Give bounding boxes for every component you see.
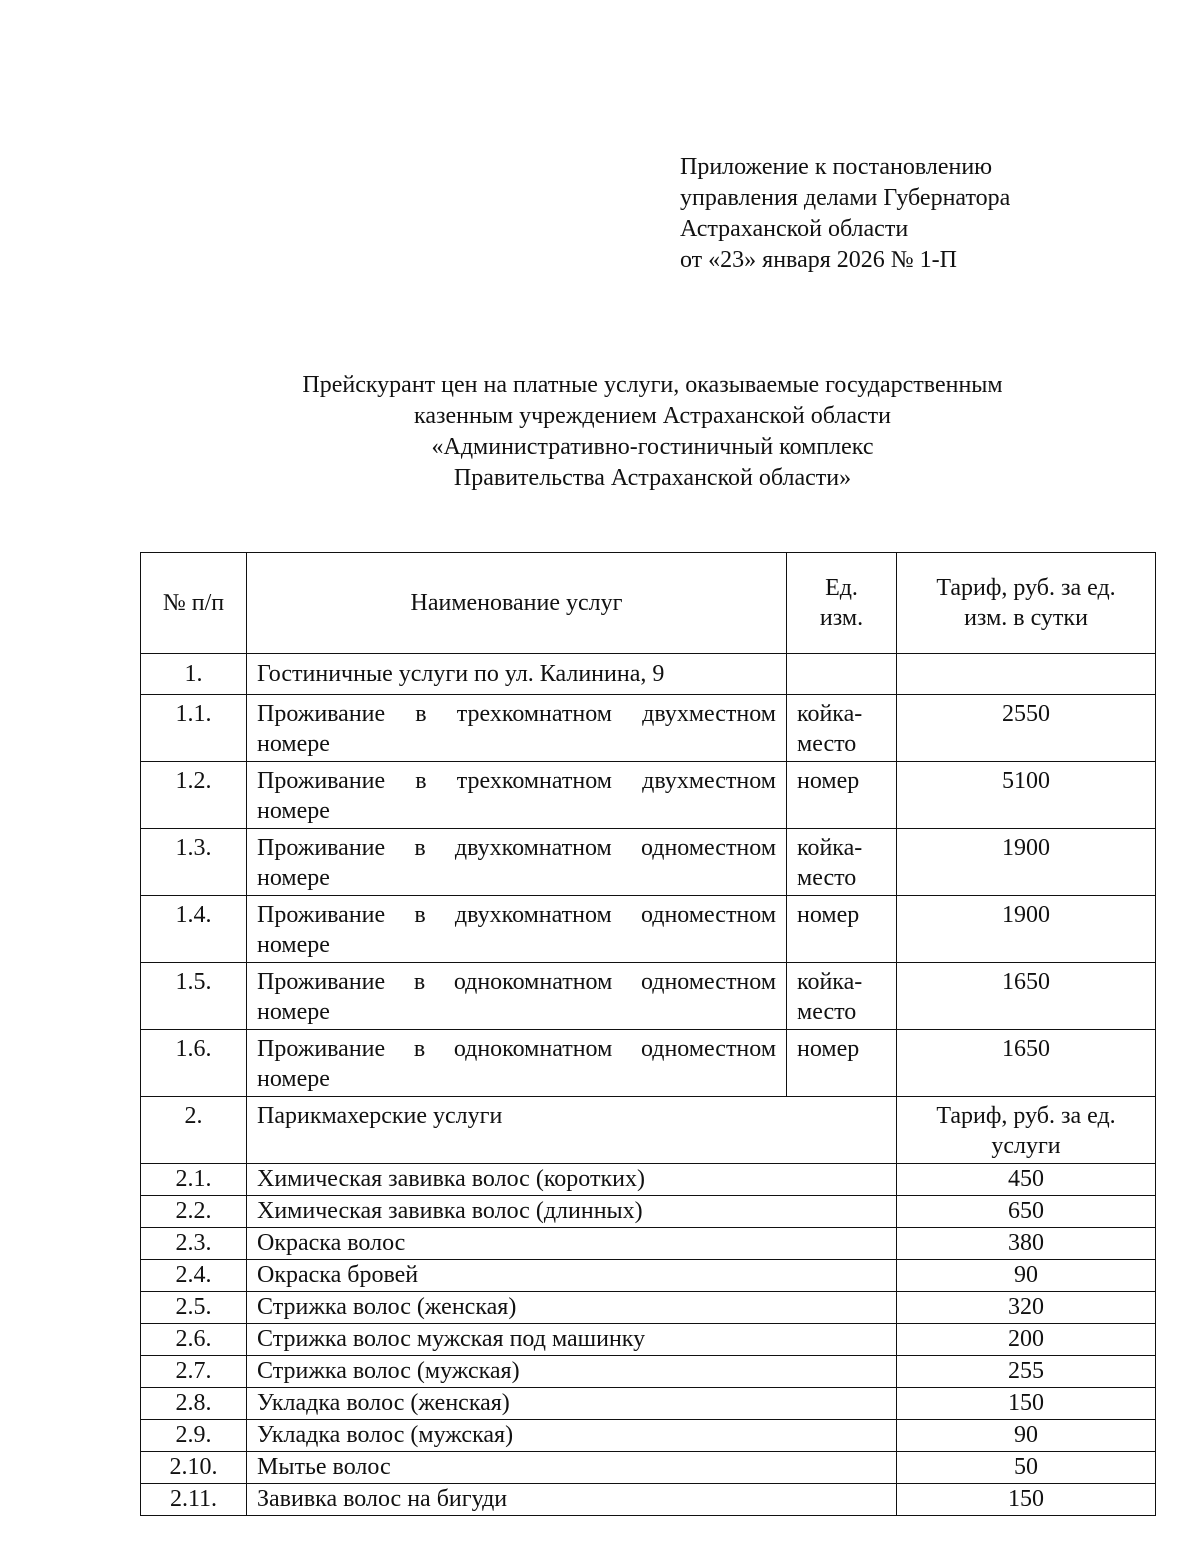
row-name: Проживание в трехкомнатном двухместном номере <box>247 762 787 829</box>
row-num: 1.2. <box>141 762 247 829</box>
row-unit-line: койка- <box>797 701 863 727</box>
section-num: 1. <box>141 654 247 695</box>
table-row <box>141 1452 1156 1484</box>
section-tariff <box>897 1097 1156 1164</box>
row-num: 2.8. <box>141 1388 247 1420</box>
section-row <box>141 654 1156 695</box>
row-num: 2.9. <box>141 1420 247 1452</box>
section-num: 2. <box>141 1097 247 1164</box>
row-price: 1650 <box>897 963 1156 1030</box>
row-name: Проживание в двухкомнатном одноместном номере <box>247 829 787 896</box>
row-price: 90 <box>897 1420 1156 1452</box>
appendix-line: от «23» января 2026 № 1-П <box>680 247 957 273</box>
row-price: 90 <box>897 1260 1156 1292</box>
row-num: 2.7. <box>141 1356 247 1388</box>
row-name: Проживание в трехкомнатном двухместном номере <box>247 695 787 762</box>
row-price: 320 <box>897 1292 1156 1324</box>
section-row <box>141 1097 1156 1164</box>
appendix-line: Приложение к постановлению <box>680 154 993 180</box>
row-unit-line: место <box>797 731 857 757</box>
row-unit-line: номер <box>797 902 860 928</box>
row-name: Химическая завивка волос (коротких) <box>247 1164 897 1196</box>
section-tariff-line: Тариф, руб. за ед. <box>936 1103 1116 1129</box>
section-name: Гостиничные услуги по ул. Калинина, 9 <box>247 654 787 695</box>
row-price: 1650 <box>897 1030 1156 1097</box>
row-name: Химическая завивка волос (длинных) <box>247 1196 897 1228</box>
row-unit-line: место <box>797 999 857 1025</box>
row-num: 2.11. <box>141 1484 247 1516</box>
header-unit-line: Ед. <box>825 575 858 601</box>
row-unit-line: номер <box>797 1036 860 1062</box>
row-price: 1900 <box>897 896 1156 963</box>
row-name: Стрижка волос мужская под машинку <box>247 1324 897 1356</box>
section-tariff-line: услуги <box>991 1133 1061 1159</box>
row-price: 1900 <box>897 829 1156 896</box>
table-row <box>141 963 1156 1030</box>
row-unit <box>787 829 897 896</box>
table-header-row <box>141 553 1156 654</box>
row-price: 150 <box>897 1484 1156 1516</box>
table-row <box>141 1228 1156 1260</box>
row-unit <box>787 762 897 829</box>
appendix-block <box>680 152 1010 276</box>
row-name: Стрижка волос (женская) <box>247 1292 897 1324</box>
table-row <box>141 1420 1156 1452</box>
table-row <box>141 1484 1156 1516</box>
header-name: Наименование услуг <box>247 553 787 654</box>
header-num: № п/п <box>141 553 247 654</box>
row-price: 50 <box>897 1452 1156 1484</box>
empty-cell <box>787 654 897 695</box>
row-num: 2.6. <box>141 1324 247 1356</box>
row-price: 450 <box>897 1164 1156 1196</box>
row-num: 1.1. <box>141 695 247 762</box>
table-row <box>141 762 1156 829</box>
row-name: Проживание в двухкомнатном одноместном номере <box>247 896 787 963</box>
row-unit <box>787 963 897 1030</box>
row-price: 650 <box>897 1196 1156 1228</box>
title-line: казенным учреждением Астраханской области <box>414 403 891 429</box>
row-name: Окраска бровей <box>247 1260 897 1292</box>
title-line: Правительства Астраханской области» <box>453 465 852 491</box>
document-title <box>200 370 1105 494</box>
table-row <box>141 896 1156 963</box>
table-row <box>141 1030 1156 1097</box>
header-tariff-line: изм. в сутки <box>964 605 1088 631</box>
row-num: 1.6. <box>141 1030 247 1097</box>
row-price: 255 <box>897 1356 1156 1388</box>
row-num: 2.2. <box>141 1196 247 1228</box>
row-unit-line: койка- <box>797 969 863 995</box>
row-num: 1.3. <box>141 829 247 896</box>
row-num: 2.10. <box>141 1452 247 1484</box>
row-name: Проживание в однокомнатном одноместном номере <box>247 1030 787 1097</box>
row-num: 2.4. <box>141 1260 247 1292</box>
row-unit <box>787 1030 897 1097</box>
row-price: 5100 <box>897 762 1156 829</box>
row-unit-line: место <box>797 865 857 891</box>
table-row <box>141 1164 1156 1196</box>
row-price: 2550 <box>897 695 1156 762</box>
row-num: 1.5. <box>141 963 247 1030</box>
appendix-line: Астраханской области <box>680 216 909 242</box>
row-name: Укладка волос (женская) <box>247 1388 897 1420</box>
row-unit <box>787 695 897 762</box>
row-num: 1.4. <box>141 896 247 963</box>
price-table <box>140 552 1156 1516</box>
table-row <box>141 829 1156 896</box>
row-name: Стрижка волос (мужская) <box>247 1356 897 1388</box>
row-name: Укладка волос (мужская) <box>247 1420 897 1452</box>
table-row <box>141 1388 1156 1420</box>
row-price: 380 <box>897 1228 1156 1260</box>
header-tariff-line: Тариф, руб. за ед. <box>936 575 1116 601</box>
row-unit-line: койка- <box>797 835 863 861</box>
row-name: Мытье волос <box>247 1452 897 1484</box>
row-price: 150 <box>897 1388 1156 1420</box>
header-tariff <box>897 553 1156 654</box>
row-unit-line: номер <box>797 768 860 794</box>
table-row <box>141 1292 1156 1324</box>
table-row <box>141 1260 1156 1292</box>
table-row <box>141 1196 1156 1228</box>
row-num: 2.1. <box>141 1164 247 1196</box>
table-row <box>141 1356 1156 1388</box>
section-name: Парикмахерские услуги <box>247 1097 897 1164</box>
table-row <box>141 695 1156 762</box>
row-unit <box>787 896 897 963</box>
row-name: Окраска волос <box>247 1228 897 1260</box>
title-line: Прейскурант цен на платные услуги, оказываемые государственным <box>302 372 1003 398</box>
empty-cell <box>897 654 1156 695</box>
row-num: 2.3. <box>141 1228 247 1260</box>
table-row <box>141 1324 1156 1356</box>
row-name: Завивка волос на бигуди <box>247 1484 897 1516</box>
header-unit-line: изм. <box>819 605 864 631</box>
appendix-line: управления делами Губернатора <box>680 185 1011 211</box>
row-name: Проживание в однокомнатном одноместном номере <box>247 963 787 1030</box>
header-unit <box>787 553 897 654</box>
title-line: «Административно-гостиничный комплекс <box>431 434 874 460</box>
row-num: 2.5. <box>141 1292 247 1324</box>
row-price: 200 <box>897 1324 1156 1356</box>
